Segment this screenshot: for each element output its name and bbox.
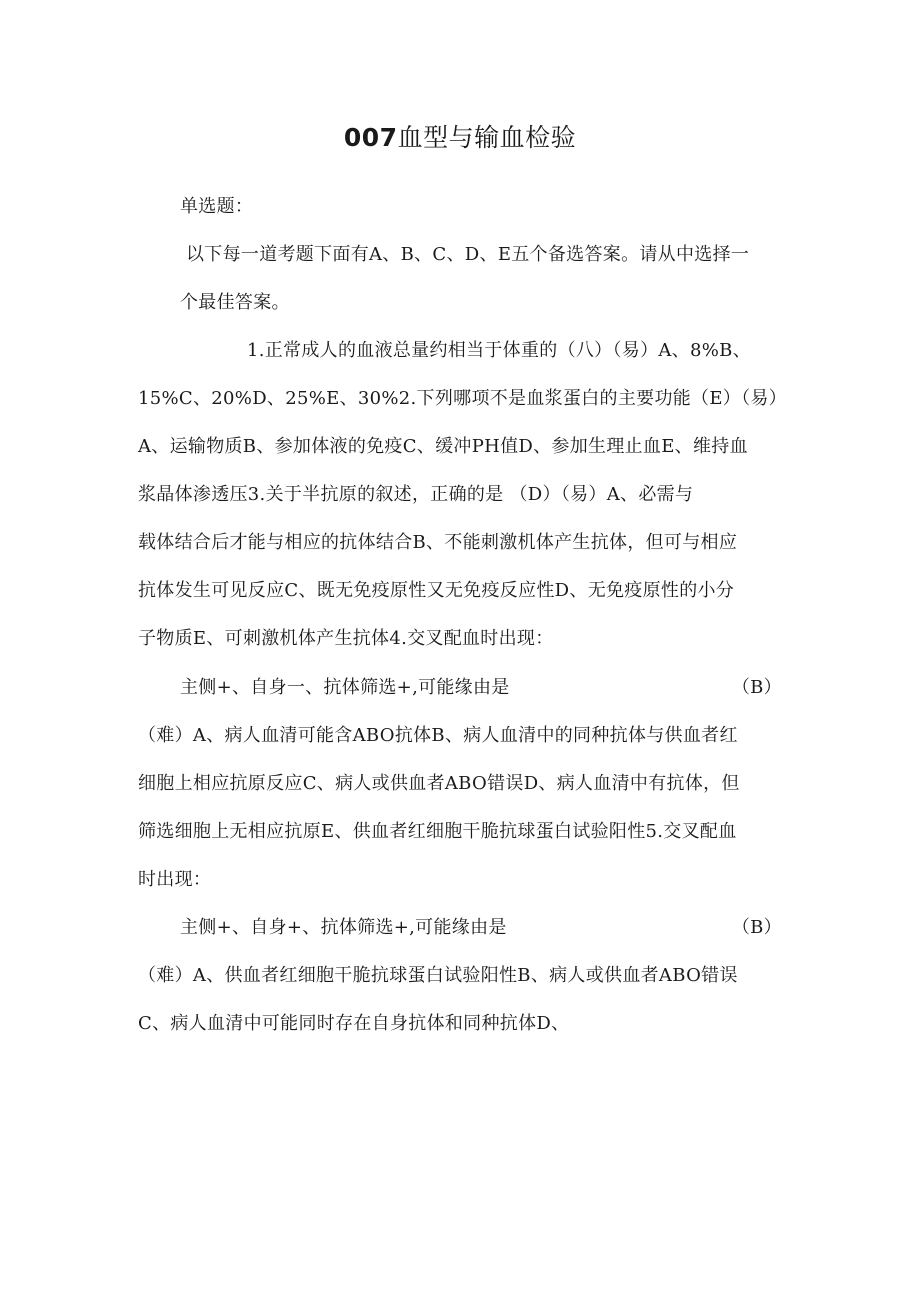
question-text-line: 浆晶体渗透压3.关于半抗原的叙述，正确的是 （D）（易）A、必需与 xyxy=(138,484,694,505)
question-text-line: （难）A、病人血清可能含ABO抗体B、病人血清中的同种抗体与供血者红 xyxy=(138,725,738,746)
question-text-line: 15%C、20%D、25%E、30%2.下列哪项不是血浆蛋白的主要功能（E）（易） xyxy=(138,388,787,409)
question-text-line: 抗体发生可见反应C、既无免疫原性又无免疫反应性D、无免疫原性的小分 xyxy=(138,580,735,601)
question-4-lead xyxy=(180,673,782,703)
title-text: 血型与输血检验 xyxy=(397,123,577,152)
question-text-line: 载体结合后才能与相应的抗体结合B、不能刺激机体产生抗体，但可与相应 xyxy=(138,532,738,553)
question-text-line: 子物质E、可刺激机体产生抗体4.交叉配血时出现： xyxy=(138,628,554,649)
section-label: 单选题： xyxy=(180,196,254,217)
question-5-lead xyxy=(180,913,782,943)
question-text-line: （难）A、供血者红细胞干脆抗球蛋白试验阳性B、病人或供血者ABO错误 xyxy=(138,965,738,986)
question-4-answer: （B） xyxy=(731,677,782,698)
question-4-lead-text: 主侧+、自身一、抗体筛选+,可能缘由是 xyxy=(180,677,510,698)
question-text-line: 1.正常成人的血液总量约相当于体重的（八）（易）A、8%B、 xyxy=(247,340,751,361)
title-number: 007 xyxy=(343,123,398,152)
question-text-line: 筛选细胞上无相应抗原E、供血者红细胞干脆抗球蛋白试验阳性5.交叉配血 xyxy=(138,821,737,842)
page-title xyxy=(0,118,920,158)
instruction-line: 个最佳答案。 xyxy=(180,292,290,313)
question-text-line: 时出现： xyxy=(138,869,212,890)
instruction-line: 以下每一道考题下面有A、B、C、D、E五个备选答案。请从中选择一 xyxy=(186,244,750,265)
question-text-line: 细胞上相应抗原反应C、病人或供血者ABO错误D、病人血清中有抗体，但 xyxy=(138,773,740,794)
question-5-lead-text: 主侧+、自身+、抗体筛选+,可能缘由是 xyxy=(180,917,507,938)
question-text-line: A、运输物质B、参加体液的免疫C、缓冲PH值D、参加生理止血E、维持血 xyxy=(138,436,748,457)
question-5-answer: （B） xyxy=(731,917,782,938)
question-text-line: C、病人血清中可能同时存在自身抗体和同种抗体D、 xyxy=(138,1013,570,1034)
